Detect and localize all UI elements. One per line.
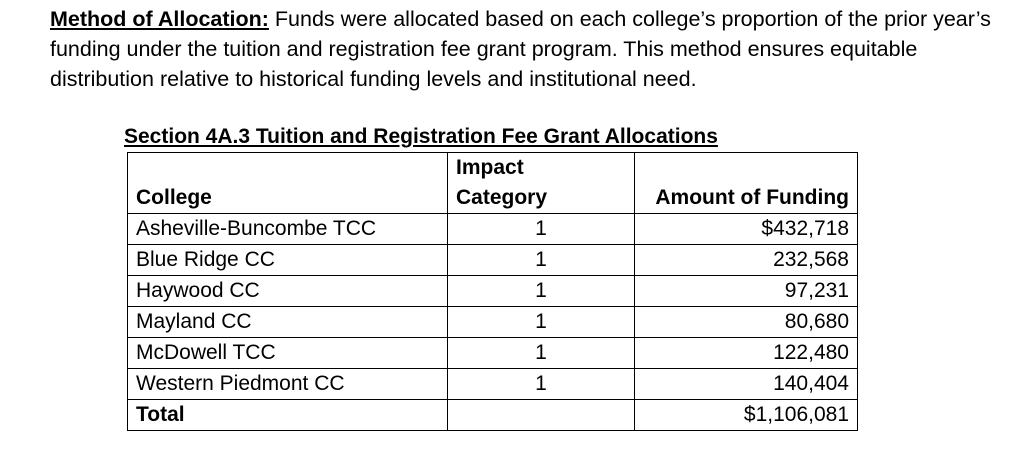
cell-college: Mayland CC — [128, 307, 448, 338]
cell-college: Asheville-Buncombe TCC — [128, 214, 448, 245]
table-title: Section 4A.3 Tuition and Registration Fee Grant Allocations — [124, 125, 718, 148]
cell-impact: 1 — [448, 276, 635, 307]
table-row — [128, 369, 858, 400]
table-row — [128, 338, 858, 369]
table-total-row — [128, 400, 858, 431]
method-of-allocation-label: Method of Allocation: — [50, 7, 269, 31]
cell-college: Haywood CC — [128, 276, 448, 307]
header-impact-line2: Category — [456, 186, 548, 209]
header-amount-of-funding: Amount of Funding — [635, 153, 858, 214]
header-impact-line1: Impact — [456, 156, 524, 179]
header-impact-category — [448, 153, 635, 214]
allocation-table — [127, 152, 858, 431]
cell-impact: 1 — [448, 338, 635, 369]
table-row — [128, 245, 858, 276]
cell-amount: 80,680 — [635, 307, 858, 338]
total-amount: $1,106,081 — [635, 400, 858, 431]
table-row — [128, 307, 858, 338]
cell-college: Blue Ridge CC — [128, 245, 448, 276]
cell-amount: 97,231 — [635, 276, 858, 307]
cell-amount: 122,480 — [635, 338, 858, 369]
cell-impact: 1 — [448, 214, 635, 245]
total-label: Total — [128, 400, 448, 431]
method-of-allocation-text: Funds were allocated based on each college’s proportion of the prior year’s funding under the tuition and registration fee grant program. This method ensures equitable distribution relative to historical funding levels and institutional need. — [50, 7, 991, 91]
total-impact — [448, 400, 635, 431]
cell-amount: 140,404 — [635, 369, 858, 400]
cell-amount: $432,718 — [635, 214, 858, 245]
cell-impact: 1 — [448, 245, 635, 276]
cell-impact: 1 — [448, 369, 635, 400]
header-college: College — [128, 153, 448, 214]
cell-impact: 1 — [448, 307, 635, 338]
cell-amount: 232,568 — [635, 245, 858, 276]
method-of-allocation-paragraph — [50, 4, 1010, 94]
table-row — [128, 214, 858, 245]
table-row — [128, 276, 858, 307]
cell-college: McDowell TCC — [128, 338, 448, 369]
cell-college: Western Piedmont CC — [128, 369, 448, 400]
table-header-row — [128, 153, 858, 214]
